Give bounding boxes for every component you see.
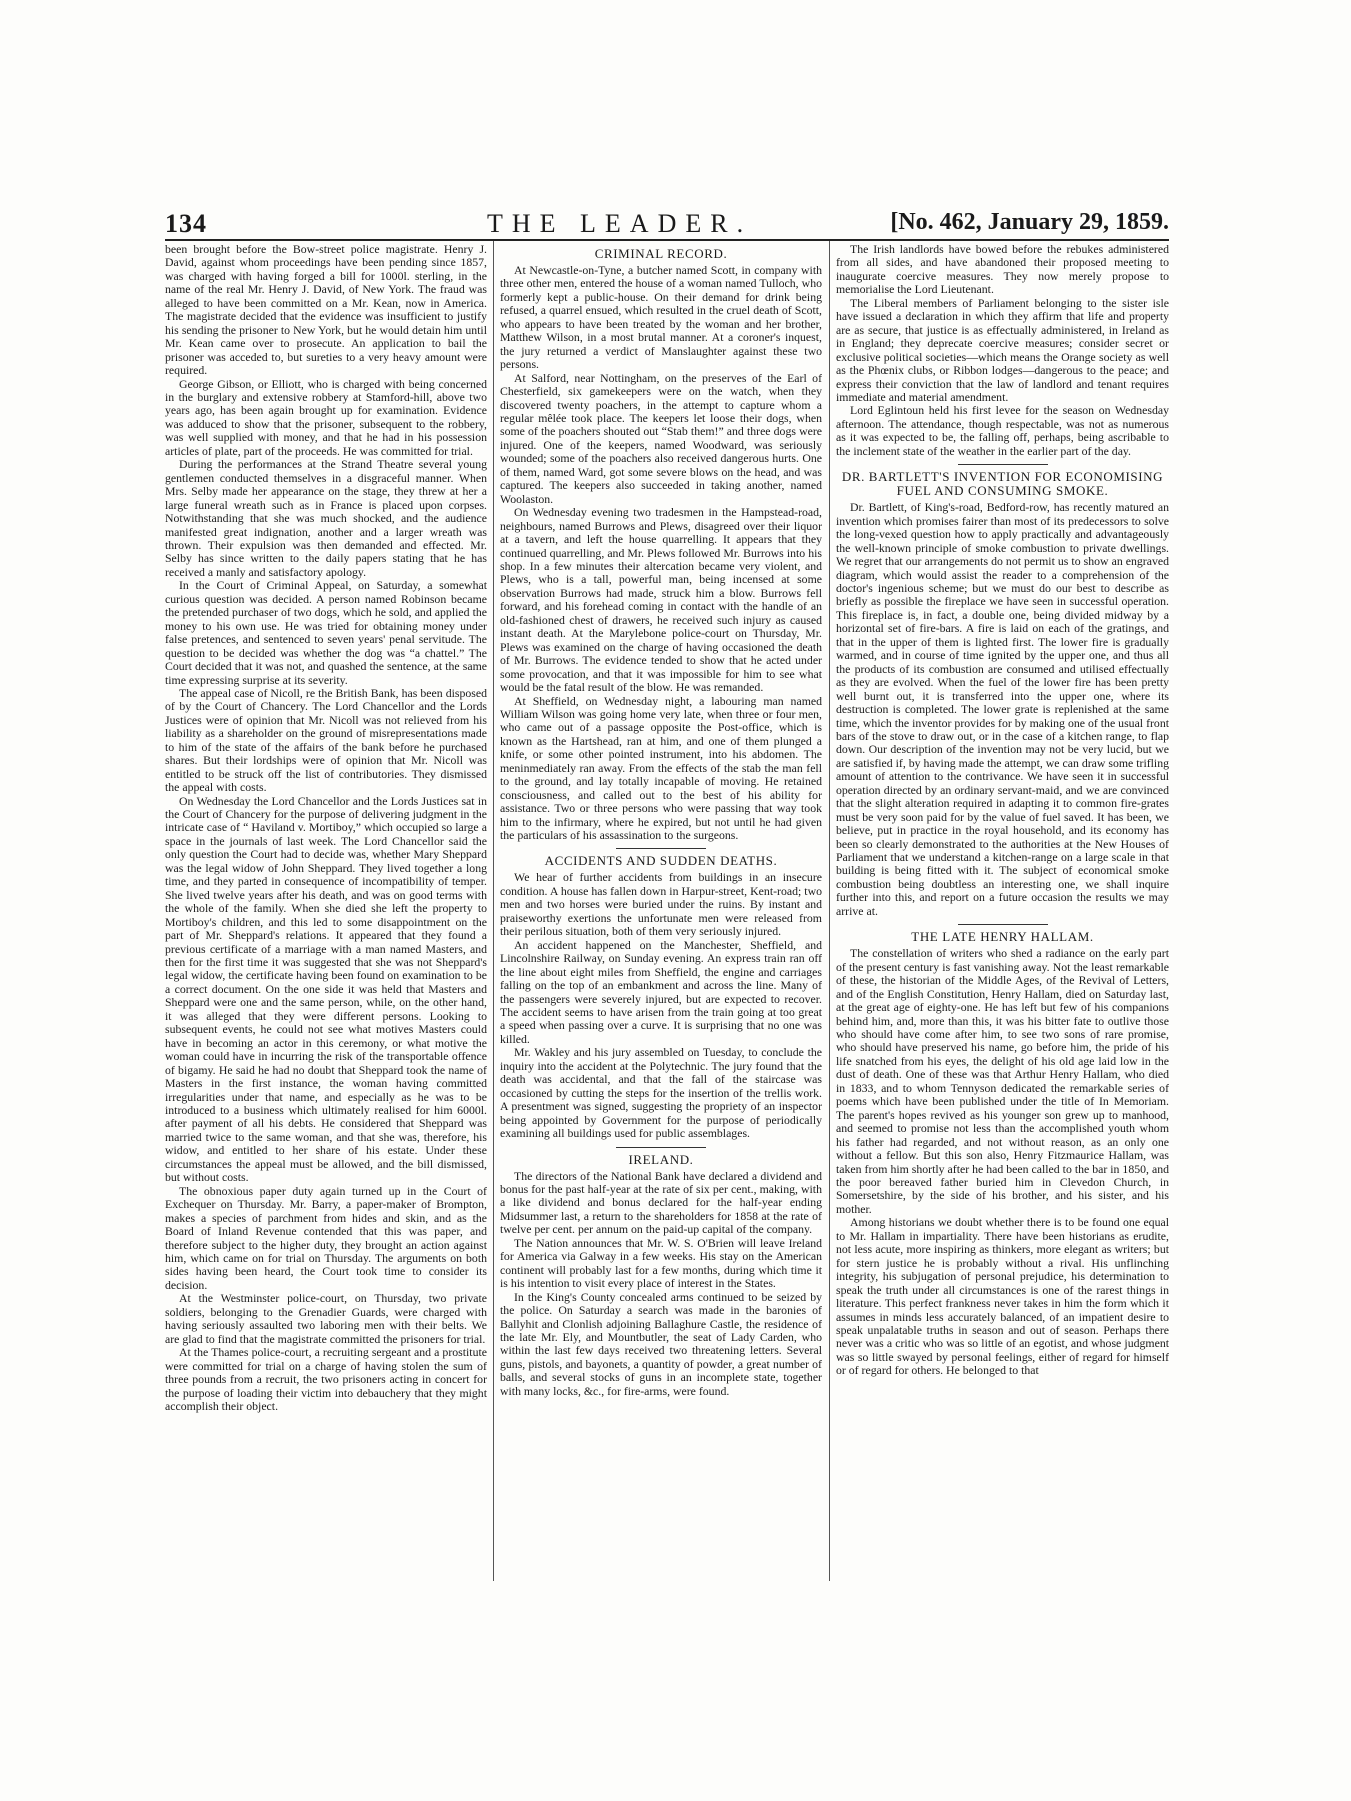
article-paragraph: We hear of further accidents from buildings in an insecure condition. A house has fallen down in Harpur-street, Kent-road; two men and two horses were buried under the ruins. By instant and praiseworthy exertions the unfortunate men were released from their perilous situation, both of them very seriously injured. xyxy=(500,870,822,939)
section-separator xyxy=(958,924,1048,925)
section-heading-ireland: IRELAND. xyxy=(628,1151,694,1167)
article-paragraph: In the Court of Criminal Appeal, on Saturday, a somewhat curious question was decided. A person named Robinson became the pretended purchaser of two dogs, which he sold, and applied the money to his own use. He was tried for obtaining money under false pretences, and sentenced to seven years' penal servitude. The question to be decided was whether the dog was “a chattel.” The Court decided that it was not, and quashed the sentence, at the same time expressing surprise at its severity. xyxy=(165,578,487,687)
article-paragraph: The appeal case of Nicoll, re the British Bank, has been disposed of by the Court of Chancery. The Lord Chancellor and the Lords Justices were of opinion that Mr. Nicoll was not relieved from his liability as a shareholder on the ground of misrepresentations made to him of the state of the affairs of the bank before he purchased shares. But their lordships were of opinion that Mr. Nicoll was entitled to be struck off the list of contributories. They dismissed the appeal with costs. xyxy=(165,685,487,795)
issue-date: [No. 462, January 29, 1859. xyxy=(890,209,1169,235)
article-paragraph: The Irish landlords have bowed before the rebukes administered from all sides, and have abandoned their proposed meeting to inaugurate coercive measures. They now merely propose to memorialise the Lord Lieutenant. xyxy=(836,243,1169,297)
article-paragraph: On Wednesday the Lord Chancellor and the Lords Justices sat in the Court of Chancery for the purpose of delivering judgment in the intricate case of “ Haviland v. Mortiboy,” which occupied so large a space in the journals of last week. The Lord Chancellor said the only question the Court had to decide was, whether Mary Sheppard was the legal widow of John Sheppard. They lived together a long time, and they parted in consequence of incompatibility of temper. She lived twelve years after his death, and was on good terms with the whole of the family. When she died she left the property to Mortiboy's children, and this led to some disappointment on the part of Mr. Sheppard's relations. It appeared that they found a previous certificate of a marriage with a man named Masters, and then for the first time it was suggested that she was not Sheppard's legal widow, the certificate having been found on examination to be a correct document. On the one side it was held that Masters and Sheppard were one and the same person, while, on the other hand, it was alleged that they were different persons. Looking to subsequent events, he could not see what motives Masters could have in becoming an actor in this ceremony, or what motive the woman could have in incurring the risk of the transportable offence of bigamy. He said he had no doubt that Sheppard took the name of Masters in the first instance, the woman having committed irregularities under that name, and especially as he was to be introduced to a business which ultimately realised for him 6000l. after payment of all his debts. He considered that Sheppard was married twice to the same woman, and that she was, therefore, his widow, and entitled to her share of his estate. Under these circumstances the appeal must be allowed, and the bill dismissed, but without costs. xyxy=(165,793,487,1185)
article-paragraph: In the King's County concealed arms continued to be seized by the police. On Saturday a search was made in the baronies of Ballyhit and Clonlish adjoining Ballaghure Castle, the residence of the late Mr. Ely, and Mountbutler, the seat of Lady Carden, who within the last few days received two threatening letters. Several guns, pistols, and bayonets, a quantity of powder, a great number of balls, and several stocks of guns in an incomplete state, together with many locks, &c., for fire-arms, were found. xyxy=(500,1289,822,1398)
article-paragraph: An accident happened on the Manchester, Sheffield, and Lincolnshire Railway, on Sunday evening. An express train ran off the line about eight miles from Sheffield, the engine and carriages falling on the top of an embankment and across the line. Many of the passengers were severely injured, but are expected to recover. The accident seems to have arisen from the train going at too great a speed when passing over a curve. It is surprising that no one was killed. xyxy=(500,937,822,1046)
article-paragraph: The obnoxious paper duty again turned up in the Court of Exchequer on Thursday. Mr. Barry, a paper-maker of Brompton, makes a species of parchment from hides and skin, and as the Board of Inland Revenue contended that this was paper, and therefore subject to the higher duty, they brought an action against him, which came on for trial on Thursday. The arguments on both sides having been heard, the Court took time to consider its decision. xyxy=(165,1183,487,1292)
article-paragraph: The Liberal members of Parliament belonging to the sister isle have issued a declaration in which they affirm that life and property are as secure, that justice is as effectually administered, in Ireland as in England; they deprecate coercive measures; consider secret or exclusive political societies—which means the Orange society as well as the Phœnix clubs, or Ribbon lodges—dangerous to the peace; and express their conviction that the law of landlord and tenant requires immediate and material amendment. xyxy=(836,295,1169,404)
article-paragraph: At Newcastle-on-Tyne, a butcher named Scott, in company with three other men, entered the house of a woman named Tulloch, who formerly kept a public-house. On their demand for drink being refused, a quarrel ensued, which resulted in the cruel death of Scott, who appears to have been treated by the woman and her brother, Matthew Wilson, in a most brutal manner. At a coroner's inquest, the jury returned a verdict of Manslaughter against these two persons. xyxy=(500,263,822,372)
article-paragraph: Mr. Wakley and his jury assembled on Tuesday, to conclude the inquiry into the accident at the Polytechnic. The jury found that the death was accidental, and that the fall of the staircase was occasioned by cutting the steps for the insertion of the trellis work. A presentment was signed, suggesting the propriety of an inspector being appointed by Government for the purpose of periodically examining all buildings used for public assemblages. xyxy=(500,1045,822,1141)
masthead-rule xyxy=(165,239,1169,241)
section-separator xyxy=(958,464,1048,465)
section-heading-bartlett-invention: DR. BARTLETT'S INVENTION FOR ECONOMISING FUEL AND CONSUMING SMOKE. xyxy=(841,469,1164,499)
section-separator xyxy=(616,1147,706,1148)
column-2 xyxy=(500,243,822,1581)
article-paragraph: The directors of the National Bank have declared a dividend and bonus for the past half-year at the rate of six per cent., making, with a like dividend and bonus declared for the half-year ending Midsummer last, a return to the shareholders for 1858 at the rate of twelve per cent. per annum on the paid-up capital of the company. xyxy=(500,1168,822,1237)
article-paragraph: The constellation of writers who shed a radiance on the early part of the present century is fast vanishing away. Not the least remarkable of these, the historian of the Middle Ages, of the Revival of Letters, and of the English Constitution, Henry Hallam, died on Saturday last, at the great age of eighty-one. He has left but few of his companions behind him, and, more than this, it was his bitter fate to outlive those who should have come after him, to see two sons of rare promise, who should have preserved his name, go before him, the pride of his life snatched from his eyes, the delight of his old age laid low in the dust of death. One of these was that Arthur Henry Hallam, who died in 1833, and to whom Tennyson dedicated the remarkable series of poems which have been published under the title of In Memoriam. The parent's hopes revived as his younger son grew up to manhood, and seemed to promise not less than the accomplished youth whom his father had regarded, and not without reason, as an only one without a fellow. But this son also, Henry Fitzmaurice Hallam, was taken from him shortly after he had been called to the bar in 1850, and the poor bereaved father buried him in Clevedon Church, in Somersetshire, by the side of his brother, and his sister, and his mother. xyxy=(836,946,1169,1216)
article-paragraph: On Wednesday evening two tradesmen in the Hampstead-road, neighbours, named Burrows and Plews, disagreed over their liquor at a tavern, and left the house quarrelling. It appears that they continued quarrelling, and Mr. Plews followed Mr. Burrows into his shop. In a few minutes their altercation became very violent, and Plews, who is a tall, powerful man, being incensed at some observation Burrows had made, struck him a blow. Burrows fell forward, and his forehead coming in contact with the handle of an old-fashioned chest of drawers, he received such injury as caused instant death. At the Marylebone police-court on Thursday, Mr. Plews was examined on the charge of having occasioned the death of Mr. Burrows. The evidence tended to show that he acted under some provocation, and that it was impossible for him to see what would be the fatal result of the blow. He was remanded. xyxy=(500,505,822,695)
column-3 xyxy=(836,243,1169,1581)
section-heading-henry-hallam: THE LATE HENRY HALLAM. xyxy=(911,929,1094,945)
article-paragraph: During the performances at the Strand Theatre several young gentlemen conducted themselves in a disgraceful manner. When Mrs. Selby made her appearance on the stage, they threw at her a large funeral wreath such as in France is placed upon corpses. Notwithstanding that she was much shocked, and the audience manifested great indignation, another and a larger wreath was thrown. Their expulsion was then demanded and effected. Mr. Selby has since written to the daily papers stating that he has received a manly and satisfactory apology. xyxy=(165,457,487,579)
article-paragraph: George Gibson, or Elliott, who is charged with being concerned in the burglary and extensive robbery at Stamford-hill, above two years ago, has been again brought up for examination. Evidence was adduced to show that the prisoner, subsequent to the robbery, was well supplied with money, and that he had in his possession articles of plate, part of the proceeds. He was committed for trial. xyxy=(165,376,487,458)
article-paragraph: Lord Eglintoun held his first levee for the season on Wednesday afternoon. The attendance, though respectable, was not as numerous as it was expected to be, the falling off, perhaps, being ascribable to the inclement state of the weather in the earlier part of the day. xyxy=(836,403,1169,458)
article-paragraph: At Sheffield, on Wednesday night, a labouring man named William Wilson was going home very late, when three or four men, who came out of a passage opposite the Post-office, which is known as the Hartshead, ran at him, and one of them plunged a knife, or some other pointed instrument, into his abdomen. The meninmediately ran away. From the effects of the stab the man fell to the ground, and lay totally incapable of moving. He retained consciousness, and called out to the best of his ability for assistance. Two or three persons who were passing that way took him to the infirmary, where he expired, but not until he had given the particulars of his assassination to the surgeons. xyxy=(500,693,822,843)
section-heading-criminal-record: CRIMINAL RECORD. xyxy=(594,246,728,261)
article-paragraph: been brought before the Bow-street police magistrate. Henry J. David, against whom proceedings have been pending since 1857, was charged with having forged a bill for 1000l. sterling, in the name of the real Mr. Henry J. David, of New York. The fraud was alleged to have been committed on a Mr. Kean, now in America. The magistrate decided that the evidence was insufficient to justify his sending the prisoner to New York, but he would detain him until Mr. Kean came over to prosecute. An application to bail the prisoner was acceded to, but sureties to a very heavy amount were required. xyxy=(165,243,487,378)
column-divider xyxy=(829,241,830,1581)
section-heading-accidents: ACCIDENTS AND SUDDEN DEATHS. xyxy=(544,853,778,869)
article-paragraph: At the Westminster police-court, on Thursday, two private soldiers, belonging to the Grenadier Guards, were charged with having seriously assaulted two laboring men with their belts. We are glad to find that the magistrate committed the prisoners for trial. xyxy=(165,1291,487,1346)
section-separator xyxy=(616,848,706,849)
article-paragraph: The Nation announces that Mr. W. S. O'Brien will leave Ireland for America via Galway in a few weeks. His stay on the American continent will probably last for a few months, during which time it is his intention to visit every place of interest in the States. xyxy=(500,1235,822,1291)
article-paragraph: At the Thames police-court, a recruiting sergeant and a prostitute were committed for trial on a charge of having stolen the sum of three pounds from a recruit, the two prisoners acting in concert for the purpose of loading their victim into debauchery that they might accomplish their object. xyxy=(165,1345,487,1413)
article-paragraph: Among historians we doubt whether there is to be found one equal to Mr. Hallam in impartiality. There have been historians as erudite, not less acute, more inspiring as thinkers, more elegant as writers; but for stern justice he is probably without a rival. His unflinching integrity, his subjugation of personal prejudice, his determination to speak the truth under all circumstances is one of the rarest things in literature. This perfect frankness never takes in him the form which it assumes in minds less accurately balanced, of an impatient desire to speak unpalatable truths in season and out of season. Perhaps there never was a critic who was so little of an egotist, and whose judgment was so little swayed by personal feelings, either of regard for himself or of regard for others. He belonged to that xyxy=(836,1215,1169,1378)
column-divider xyxy=(493,241,494,1581)
article-paragraph: Dr. Bartlett, of King's-road, Bedford-row, has recently matured an invention which promises fairer than most of its predecessors to solve the long-vexed question how to apply practically and advantageously the well-known principle of smoke combustion to private dwellings. We regret that our arrangements do not permit us to show an engraved diagram, which would assist the reader to a comprehension of the doctor's ingenious scheme; but we must do our best to describe as briefly as possible the fireplace we have seen in successful operation. This fireplace is, in fact, a double one, being divided midway by a horizontal set of fire-bars. A fire is laid on each of the gratings, and that in the upper of them is lighted first. The lower fire is gradually warmed, and in course of time ignited by the upper one, and thus all the products of its combustion are consumed and utilised effectually as they are evolved. When the fuel of the lower fire has been pretty well burnt out, it is transferred into the upper one, where its destruction is completed. The lower grate is replenished at the same time, which the inventor provides for by making one of the usual front bars of the stove to draw out, or in the case of a kitchen range, to flap down. Our description of the invention may not be very lucid, but we are satisfied if, by having made the attempt, we can draw some trifling amount of attention to the contrivance. We have seen it in successful operation directed by an ordinary servant-maid, and we are convinced that the slight alteration required in adapting it to common fire-grates must be very soon paid for by the value of fuel saved. It has been, we believe, put in practice in the royal household, and its economy has been so clearly demonstrated to the authorities at the New Houses of Parliament that we understand a kitchen-range on a large scale in that building is being fitted with it. The subject of economical smoke combustion being doubtless an interesting one, we shall inquire further into this, and report on a future occasion the results we may arrive at. xyxy=(836,500,1169,918)
page-number: 134 xyxy=(165,209,207,238)
column-1 xyxy=(165,243,487,1581)
masthead xyxy=(165,209,1169,237)
article-paragraph: At Salford, near Nottingham, on the preserves of the Earl of Chesterfield, six gamekeepers were on the watch, when they discovered twenty poachers, in the attempt to capture whom a regular mêlée took place. The keepers let loose their dogs, when some of the poachers shouted out “Stab them!” and three dogs were injured. One of the keepers, named Woodward, was seriously wounded; some of the poachers also received dangerous hurts. One of them, named Ward, got some severe blows on the head, and was captured. The keepers also succeeded in taking another, named Woolaston. xyxy=(500,370,822,506)
newspaper-title: THE LEADER. xyxy=(487,209,753,238)
